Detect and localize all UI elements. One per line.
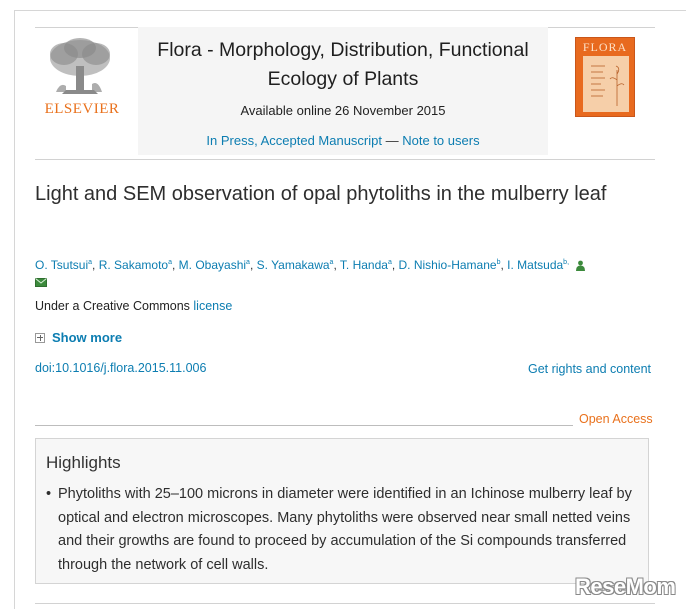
corresponding-author-icon[interactable]: [575, 260, 586, 271]
highlight-text: Phytoliths with 25–100 microns in diameter were identified in an Ichinose mulberry leaf by optical and electron microscopes. Many phytoliths were observed near small netted veins and their growths are found to proceed by accumulation of the Si compounds transferred through the network of cell walls.: [58, 486, 632, 573]
bottom-divider: [35, 603, 655, 604]
show-more-toggle[interactable]: [35, 330, 122, 345]
author-link[interactable]: D. Nishio-Hamane$^b$: [398, 258, 501, 272]
publisher-name: ELSEVIER: [44, 101, 120, 117]
header-divider: [35, 159, 655, 160]
license-row: [35, 299, 232, 313]
show-more-label: Show more: [52, 330, 123, 345]
article-status: [138, 133, 548, 148]
cover-title: FLORA: [582, 40, 628, 54]
note-to-users-link[interactable]: Note to users: [402, 133, 480, 148]
author-link[interactable]: R. Sakamoto$^a$: [98, 258, 172, 272]
doi-link[interactable]: doi:10.1016/j.flora.2015.11.006: [35, 361, 207, 375]
highlight-item: [46, 483, 642, 577]
highlights-heading: Highlights: [46, 453, 121, 472]
license-prefix: Under a Creative Commons: [35, 299, 190, 313]
status-separator: —: [385, 133, 399, 148]
author-list: O. Tsutsui$^a$, R. Sakamoto$^a$, M. Obayashi$^a$, S. Yamakawa$^a$, T. Handa$^a$, D. Nishio-Hamane$^b$, I. Matsuda$^{b,}$: [35, 254, 655, 287]
cover-panel: [583, 56, 629, 112]
in-press-link[interactable]: In Press, Accepted Manuscript: [206, 133, 382, 148]
author-link[interactable]: I. Matsuda$^{b,}$: [507, 258, 570, 272]
license-link[interactable]: license: [193, 299, 233, 313]
elsevier-tree-icon: [42, 36, 118, 98]
email-icon[interactable]: [35, 278, 47, 287]
author-link[interactable]: S. Yamakawa$^a$: [256, 258, 334, 272]
journal-title[interactable]: Flora - Morphology, Distribution, Functional Ecology of Plants: [157, 39, 529, 90]
available-online-date: Available online 26 November 2015: [240, 103, 446, 118]
bullet: •: [46, 486, 52, 502]
author-link[interactable]: M. Obayashi$^a$: [178, 258, 250, 272]
cover-plant-icon: [583, 56, 629, 112]
expand-plus-icon: [35, 333, 45, 343]
open-access-label: Open Access: [579, 412, 653, 426]
get-rights-link[interactable]: Get rights and content: [528, 362, 651, 376]
journal-cover-thumbnail[interactable]: [575, 37, 635, 117]
open-access-divider: [35, 425, 573, 426]
author-link[interactable]: T. Handa$^a$: [339, 258, 392, 272]
resemom-watermark: ReseMom: [575, 574, 676, 599]
article-title: Light and SEM observation of opal phytoliths in the mulberry leaf: [35, 183, 607, 205]
highlights-box: [35, 438, 649, 584]
author-link[interactable]: O. Tsutsui$^a$: [35, 258, 93, 272]
